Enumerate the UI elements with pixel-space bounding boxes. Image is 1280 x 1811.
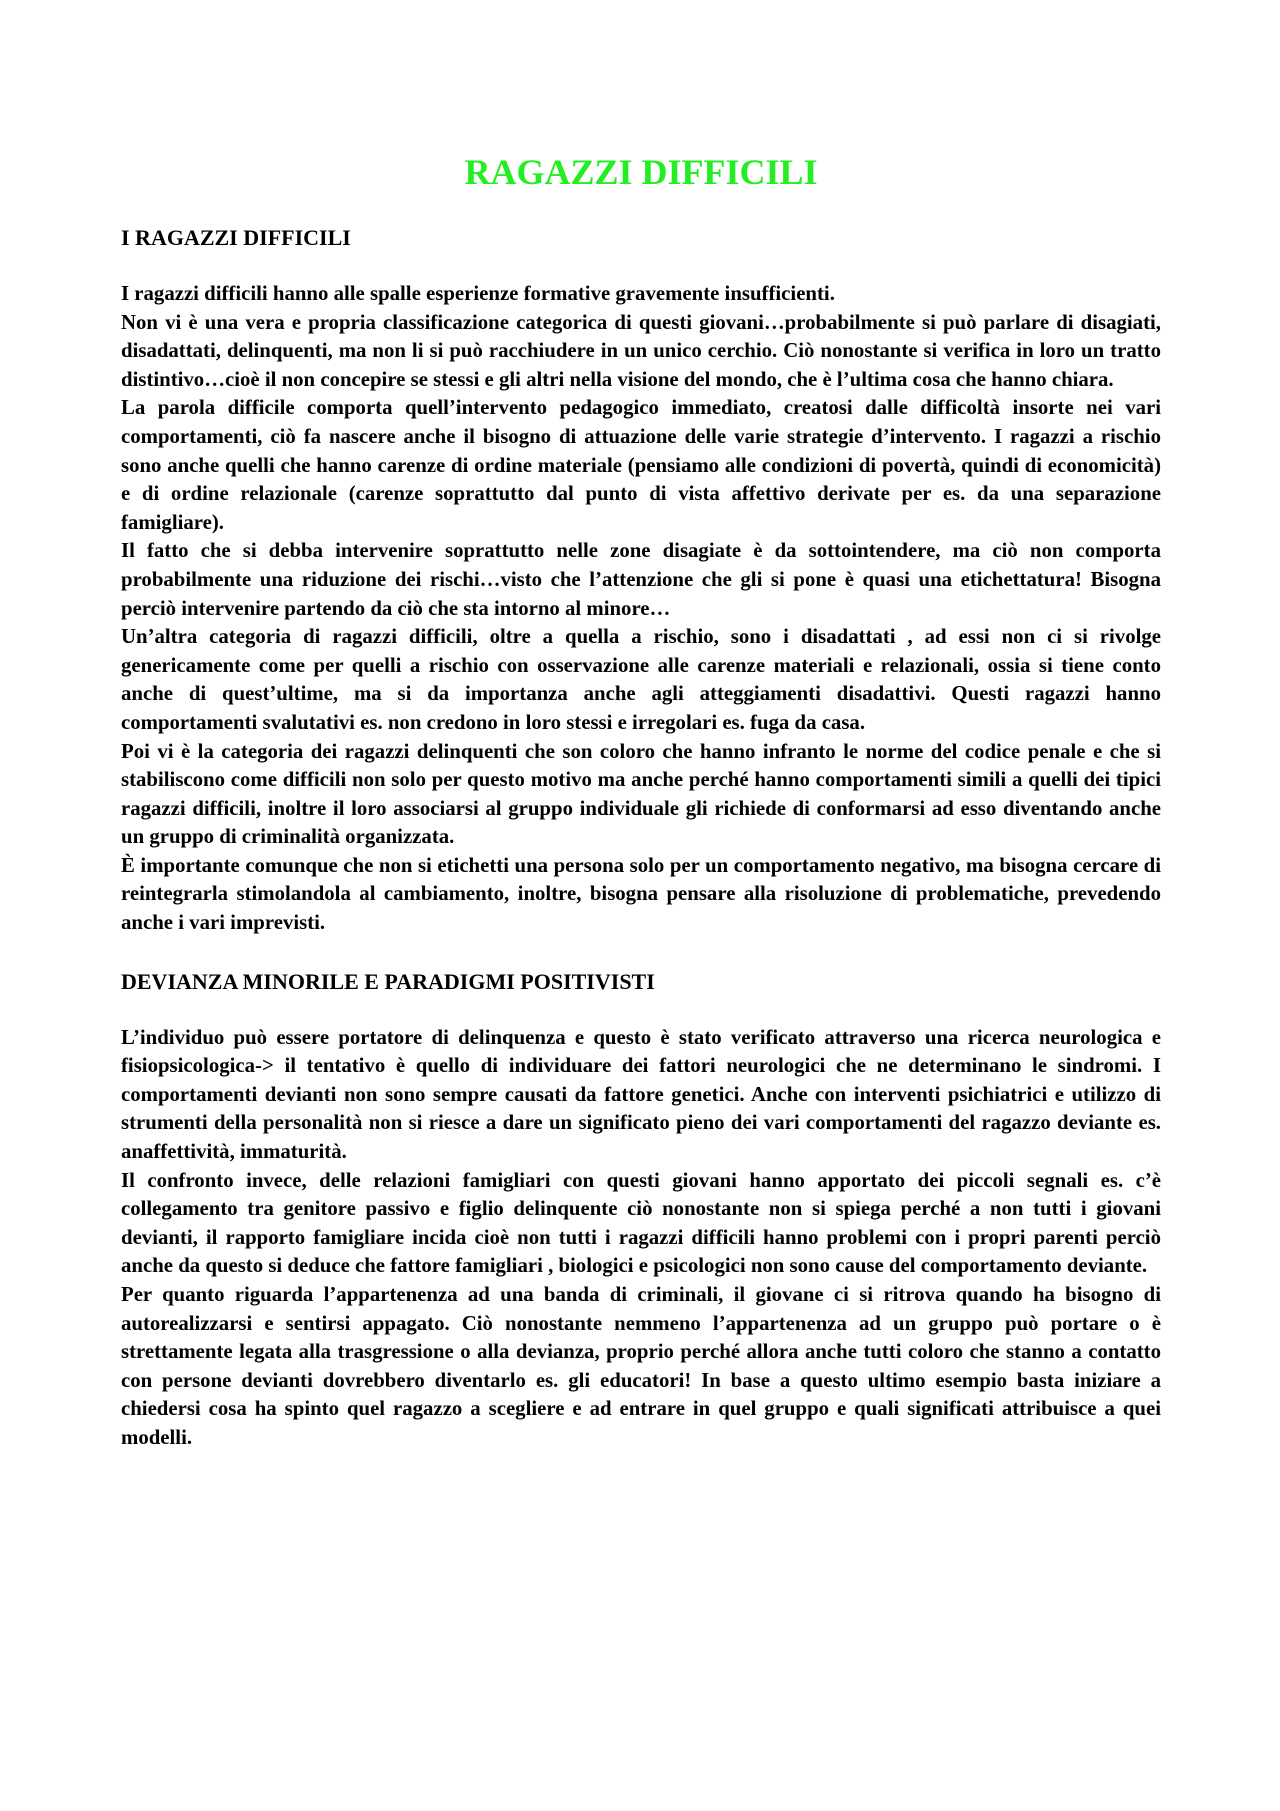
paragraph: Un’altra categoria di ragazzi difficili, oltre a quella a rischio, sono i disadattati , ad essi non ci si rivolge genericamente come per quelli a rischio con osservazione alle carenze materiali e relazionali, ossia si tiene conto anche di quest’ultime, ma si da importanza anche agli atteggiamenti disadattivi. Questi ragazzi hanno comportamenti svalutativi es. non credono in loro stessi e irregolari es. fuga da casa.	[121, 625, 1161, 734]
paragraph: Per quanto riguarda l’appartenenza ad una banda di criminali, il giovane ci si ritrova quando ha bisogno di autorealizzarsi e sentirsi appagato. Ciò nonostante nemmeno l’appartenenza ad un gruppo può portare o è strettamente legata alla trasgressione o alla devianza, proprio perché allora anche tutti coloro che stanno a contatto con persone devianti dovrebbero diventarlo es. gli educatori! In base a questo ultimo esempio basta iniziare a chiedersi cosa ha spinto quel ragazzo a scegliere e ad entrare in quel gruppo e quali significati attribuisce a quei modelli.	[121, 1283, 1161, 1449]
paragraph: La parola difficile comporta quell’intervento pedagogico immediato, creatosi dalle difficoltà insorte nei vari comportamenti, ciò fa nascere anche il bisogno di attuazione delle varie strategie d’intervento. I ragazzi a rischio sono anche quelli che hanno carenze di ordine materiale (pensiamo alle condizioni di povertà, quindi di economicità) e di ordine relazionale (carenze soprattutto dal punto di vista affettivo derivate per es. da una separazione famigliare).	[121, 396, 1161, 534]
document-page	[121, 150, 1161, 1453]
paragraph: È importante comunque che non si etichetti una persona solo per un comportamento negativo, ma bisogna cercare di reintegrarla stimolandola al cambiamento, inoltre, bisogna pensare alla risoluzione di problematiche, prevedendo anche i vari imprevisti.	[121, 853, 1161, 935]
section-heading: DEVIANZA MINORILE E PARADIGMI POSITIVISTI	[121, 968, 655, 994]
section-devianza-minorile	[121, 968, 1161, 1453]
paragraph: I ragazzi difficili hanno alle spalle esperienze formative gravemente insufficienti.	[121, 282, 835, 305]
paragraph: Il fatto che si debba intervenire soprattutto nelle zone disagiate è da sottointendere, ma ciò non comporta probabilmente una riduzione dei rischi…visto che l’attenzione che gli si pone è quasi una etichettatura! Bisogna perciò intervenire partendo da ciò che sta intorno al minore…	[121, 539, 1161, 620]
paragraph: L’individuo può essere portatore di delinquenza e questo è stato verificato attraverso una ricerca neurologica e fisiopsicologica-> il tentativo è quello di individuare dei fattori neurologici che ne determinano le sindromi. I comportamenti devianti non sono sempre causati da fattore genetici. Anche con interventi psichiatrici e utilizzo di strumenti della personalità non si riesce a dare un significato pieno dei vari comportamenti del ragazzo deviante es. anaffettività, immaturità.	[121, 1025, 1161, 1164]
paragraph: Non vi è una vera e propria classificazione categorica di questi giovani…probabilmente si può parlare di disagiati, disadattati, delinquenti, ma non li si può racchiudere in un unico cerchio. Ciò nonostante si verifica in loro un tratto distintivo…cioè il non concepire se stessi e gli altri nella visione del mondo, che è l’ultima cosa che hanno chiara.	[121, 310, 1161, 391]
paragraph: Poi vi è la categoria dei ragazzi delinquenti che son coloro che hanno infranto le norme del codice penale e che si stabiliscono come difficili non solo per questo motivo ma anche perché hanno comportamenti simili a quelli dei tipici ragazzi difficili, inoltre il loro associarsi al gruppo individuale gli richiede di conformarsi ad esso diventando anche un gruppo di criminalità organizzata.	[121, 739, 1161, 849]
document-title: RAGAZZI DIFFICILI	[464, 152, 818, 192]
paragraph: Il confronto invece, delle relazioni famigliari con questi giovani hanno apportato dei piccoli segnali es. c’è collegamento tra genitore passivo e figlio delinquente ciò nonostante non si spiega perché a non tutti i giovani devianti, il rapporto famigliare incida cioè non tutti i ragazzi difficili hanno problemi con i propri parenti perciò anche da questo si deduce che fattore famigliari , biologici e psicologici non sono cause del comportamento deviante.	[121, 1168, 1161, 1278]
section-heading: I RAGAZZI DIFFICILI	[121, 225, 351, 250]
section-ragazzi-difficili	[121, 224, 1161, 938]
section-spacer	[121, 938, 1161, 968]
